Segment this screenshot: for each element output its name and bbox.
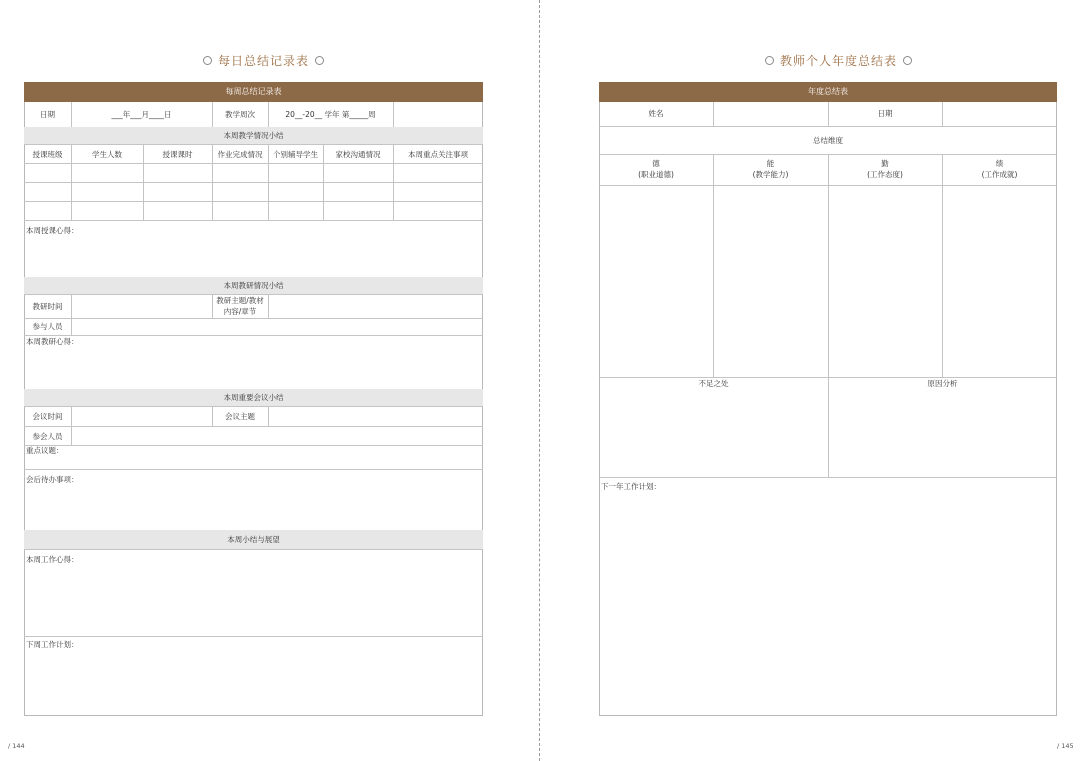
- next-year-plan-label: 下一年工作计划：: [601, 482, 661, 491]
- grid-line: [24, 406, 483, 407]
- dimension-ability: [713, 158, 828, 180]
- attendees-label: 参会人员: [32, 432, 63, 441]
- circle-icon: [765, 56, 774, 65]
- next-week-plan-label: 下周工作计划：: [26, 640, 79, 649]
- left-page-title: [197, 52, 330, 69]
- table-row: [24, 201, 483, 202]
- dimension-sub: (工作态度): [867, 170, 903, 179]
- dimension-sub: (教学能力): [752, 170, 789, 179]
- grid-line: [393, 102, 394, 127]
- dimension-label: 总结维度: [813, 136, 843, 145]
- right-title-text: 教师个人年度总结表: [780, 54, 898, 68]
- work-reflection-label: 本周工作心得：: [26, 555, 79, 564]
- grid-line: [599, 185, 1057, 186]
- circle-icon: [315, 56, 324, 65]
- dimension-ethics: [599, 158, 713, 180]
- participants-label: 参与人员: [32, 322, 63, 331]
- dimension-name: 勤: [881, 159, 889, 168]
- grid-line: [24, 469, 483, 470]
- grid-line: [599, 477, 1057, 478]
- col-header-students: 学生人数: [92, 150, 122, 159]
- right-page-number: / 145: [1057, 742, 1074, 750]
- grid-line: [268, 406, 269, 426]
- weekly-table-header: 每周总结记录表: [24, 82, 483, 102]
- grid-line: [24, 445, 483, 446]
- dimension-diligence: [828, 158, 942, 180]
- circle-icon: [903, 56, 912, 65]
- week-field[interactable]: 20__-20__ 学年 第_____周: [285, 110, 376, 119]
- grid-line: [212, 294, 213, 318]
- page-divider: [539, 0, 540, 761]
- todo-label: 会后待办事项：: [26, 475, 79, 484]
- left-title-text: 每日总结记录表: [218, 54, 310, 68]
- teaching-section-header: 本周教学情况小结: [24, 127, 483, 144]
- col-header-communication: 家校沟通情况: [335, 150, 381, 159]
- circle-icon: [203, 56, 212, 65]
- key-topics-label: 重点议题：: [26, 446, 64, 455]
- name-label: 姓名: [648, 109, 664, 118]
- meeting-section-header: 本周重要会议小结: [24, 389, 483, 406]
- grid-line: [713, 154, 714, 377]
- grid-line: [24, 144, 483, 145]
- research-topic-label: 教研主题/教材内容/章节: [216, 296, 264, 316]
- right-page-title: [759, 52, 918, 69]
- causes-label: 原因分析: [927, 379, 958, 388]
- grid-line: [268, 294, 269, 318]
- dimension-sub: (职业道德): [638, 170, 674, 179]
- date-label: 日期: [40, 110, 55, 119]
- dimension-name: 德: [652, 159, 660, 168]
- table-row: [24, 220, 483, 221]
- table-row: [24, 163, 483, 164]
- teaching-reflection-label: 本周授课心得：: [26, 226, 79, 235]
- grid-line: [71, 294, 72, 335]
- col-header-class: 授课班级: [32, 150, 63, 159]
- dimension-sub: (工作成就): [981, 170, 1018, 179]
- annual-table-header: 年度总结表: [599, 82, 1057, 102]
- grid-line: [24, 318, 483, 319]
- grid-line: [24, 426, 483, 427]
- dimension-achievement: [942, 158, 1057, 180]
- meeting-time-label: 会议时间: [32, 412, 63, 421]
- grid-line: [942, 102, 943, 126]
- summary-section-header: 本周小结与展望: [24, 530, 483, 549]
- col-header-homework: 作业完成情况: [217, 150, 263, 159]
- left-page-number: / 144: [8, 742, 25, 750]
- dimension-name: 绩: [995, 159, 1004, 168]
- col-header-focus: 本周重点关注事项: [408, 150, 468, 159]
- research-section-header: 本周教研情况小结: [24, 277, 483, 294]
- col-header-hours: 授课课时: [162, 150, 193, 159]
- meeting-topic-label: 会议主题: [225, 412, 255, 421]
- dimension-name: 能: [766, 159, 775, 168]
- grid-line: [24, 636, 483, 637]
- grid-line: [24, 549, 483, 550]
- grid-line: [713, 102, 714, 126]
- date-field[interactable]: ___年___月____日: [111, 110, 172, 119]
- grid-line: [828, 154, 829, 477]
- grid-line: [942, 154, 943, 377]
- annual-date-label: 日期: [877, 109, 893, 118]
- grid-line: [599, 126, 1057, 127]
- grid-line: [24, 335, 483, 336]
- research-reflection-label: 本周教研心得：: [26, 337, 79, 346]
- shortcomings-label: 不足之处: [698, 379, 729, 388]
- week-label: 教学周次: [225, 110, 255, 119]
- col-header-tutoring: 个别辅导学生: [273, 150, 318, 159]
- research-time-label: 教研时间: [32, 302, 63, 311]
- table-row: [24, 182, 483, 183]
